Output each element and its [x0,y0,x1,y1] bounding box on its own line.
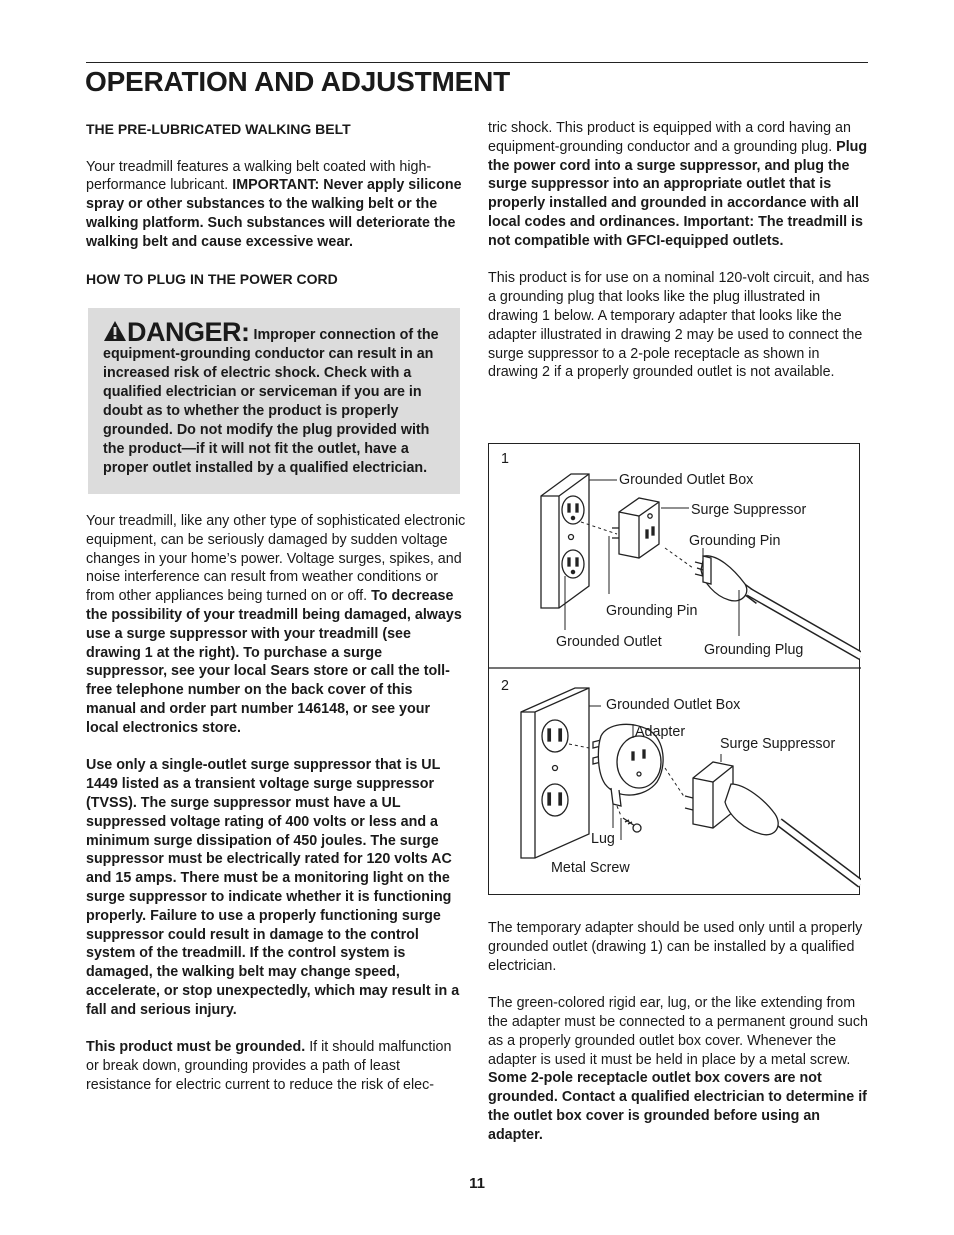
label-grounding-pin-right: Grounding Pin [689,533,781,549]
walking-belt-paragraph: Your treadmill features a walking belt coated with high-performance lubricant. IMPORTANT: Never apply silicone spray or other substances to the walking belt or the walking platform. Such substances will deteriorate the walking belt and cause excessive wear. [86,158,462,250]
surge-suppressor-2 [685,762,861,884]
adapter-ground-paragraph: The green-colored rigid ear, lug, or the like extending from the adapter must be connected to a permanent ground such as a properly grounded outlet box cover. Whenever the adapter is used it must be held in place by a metal screw. Some 2-pole receptacle outlet box covers are not grounded. Contact a qualified electrician to determine if the outlet box cover is grounded before using an adapter. [488,995,868,1143]
label-grounded-outlet-box-1: Grounded Outlet Box [619,472,754,488]
top-rule [86,62,868,63]
label-lug: Lug [591,831,615,847]
outlet-drawings-svg [489,444,861,896]
left-column [86,120,466,1113]
drawing-1 [501,451,861,658]
right-column [488,119,870,401]
grounding-plug-1 [695,556,861,656]
outlet-box-plate-2 [521,688,589,858]
surge-suppressor-1 [612,498,659,558]
temporary-adapter-paragraph: The temporary adapter should be used only until a properly grounded outlet (drawing 1) can be installed by a qualified electrician. [488,920,863,974]
danger-text: Improper connection of the equipment-grounding conductor can result in an increased risk of electric shock. Check with a qualified electrician or serviceman if you are in doubt as to whether the product is properly grounded. Do not modify the plug provided with the product—if it will not fit the outlet, have a proper outlet installed by a qualified electrician. [103,326,439,476]
label-surge-suppressor-1: Surge Suppressor [691,502,807,518]
surge-paragraph: Your treadmill, like any other type of sophisticated electronic equipment, can be seriously damaged by sudden voltage changes in your home’s power. Voltage surges, spikes, and noise interference can result from weather conditions or from other appliances being turned on or off. To decrease the possibility of your treadmill being damaged, always use a surge suppressor with your treadmill (see drawing 1 at the right). To purchase a surge suppressor, see your local Sears store or call the toll-free telephone number on the back cover of this manual and order part number 146148, or see your local electronics store. [86,512,466,736]
label-grounded-outlet: Grounded Outlet [556,634,662,650]
drawing-2 [501,678,861,884]
section-heading-walking-belt: THE PRE-LUBRICATED WALKING BELT [86,121,351,137]
drawing-2-number: 2 [501,678,509,694]
danger-notice [88,308,460,494]
page-number: 11 [469,1175,485,1192]
right-column-lower [488,919,870,1163]
section-heading-power-cord: HOW TO PLUG IN THE POWER CORD [86,271,338,288]
label-surge-suppressor-2: Surge Suppressor [720,736,836,752]
drawing-1-number: 1 [501,451,509,467]
warning-triangle-icon [103,320,127,342]
outlet-drawings [488,443,860,895]
metal-screw [623,818,641,832]
label-grounding-pin-left: Grounding Pin [606,603,698,619]
page-title: OPERATION AND ADJUSTMENT [85,66,511,97]
label-adapter: Adapter [635,724,686,740]
label-grounded-outlet-box-2: Grounded Outlet Box [606,697,741,713]
label-grounding-plug: Grounding Plug [704,642,804,658]
grounding-paragraph: This product must be grounded. If it should malfunction or break down, grounding provides a path of least resistance for electric current to reduce the risk of elec- [86,1039,452,1093]
label-metal-screw: Metal Screw [551,860,630,876]
circuit-paragraph: This product is for use on a nominal 120-volt circuit, and has a grounding plug that looks like the plug illustrated in drawing 1 below. A temporary adapter that looks like the adapter illustrated in drawing 2 may be used to connect the surge suppressor to a 2-pole receptacle as shown in drawing 2 if a properly grounded outlet is not available. [488,270,870,381]
surge-suppressor-requirements: Use only a single-outlet surge suppressor that is UL 1449 listed as a transient voltage surge suppressor (TVSS). The surge suppressor must have a UL suppressed voltage rating of 400 volts or less and a minimum surge dissipation of 450 joules. The surge suppressor must be electrically rated for 120 volts AC and 15 amps. There must be a monitoring light on the surge suppressor to indicate whether it is functioning properly. Failure to use a properly functioning surge suppressor could result in damage to the control system of the treadmill. If the control system is damaged, the walking belt may change speed, accelerate, or stop unexpectedly, which may result in a fall and serious injury. [86,757,460,1018]
danger-word: DANGER: [127,316,250,347]
cord-paragraph: tric shock. This product is equipped with a cord having an equipment-grounding conductor and a grounding plug. Plug the power cord into a surge suppressor, and plug the surge suppressor into an appropriate outlet that is properly installed and grounded in accordance with all local codes and ordinances. Important: The treadmill is not compatible with GFCI-equipped outlets. [488,120,868,249]
